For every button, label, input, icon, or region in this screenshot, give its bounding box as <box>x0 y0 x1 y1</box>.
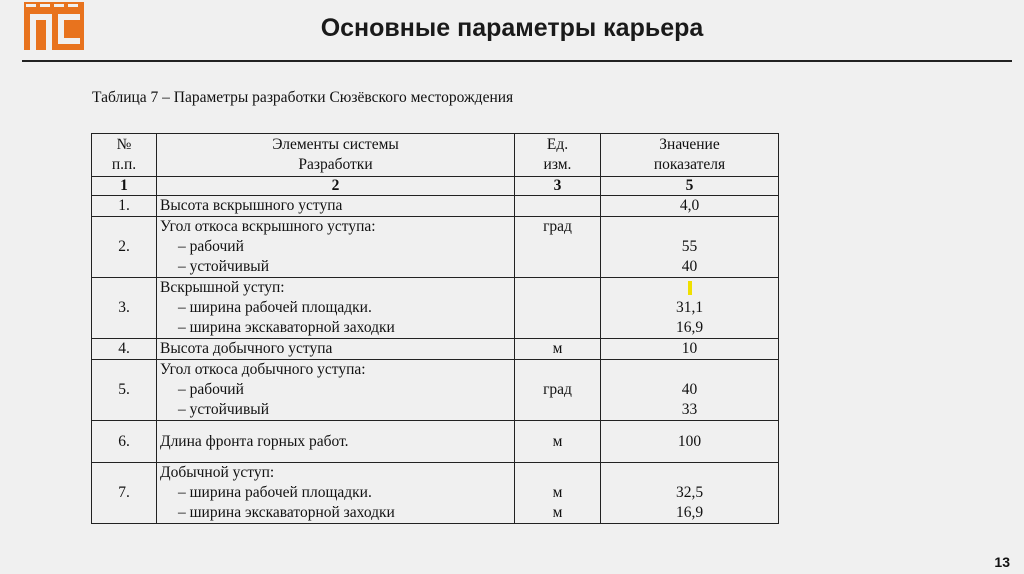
header-unit: Ед. изм. <box>515 134 601 177</box>
value-line <box>601 463 778 483</box>
row-number: 3. <box>92 278 157 339</box>
row-unit <box>515 421 601 463</box>
element-line: – рабочий <box>178 238 244 255</box>
value-line: 16,9 <box>675 319 704 336</box>
value-line: 4,0 <box>679 197 700 214</box>
parameters-table <box>91 133 779 524</box>
table-row <box>92 196 779 217</box>
unit-line <box>515 360 600 380</box>
column-number: 5 <box>601 177 779 196</box>
row-number: 7. <box>92 463 157 524</box>
value-line: 16,9 <box>675 504 704 521</box>
element-line: – устойчивый <box>178 401 269 418</box>
value-line: 10 <box>681 340 698 357</box>
row-element <box>157 196 515 217</box>
row-unit <box>515 217 601 278</box>
element-line: Вскрышной уступ: <box>160 279 285 296</box>
unit-line <box>515 278 600 298</box>
element-line: – ширина рабочей площадки. <box>178 299 372 316</box>
value-line <box>601 360 778 380</box>
column-number: 3 <box>515 177 601 196</box>
unit-line: м <box>552 484 563 501</box>
row-unit <box>515 339 601 360</box>
value-line: 32,5 <box>675 484 704 501</box>
row-value <box>601 421 779 463</box>
unit-line <box>515 298 600 318</box>
table-row <box>92 421 779 463</box>
row-element <box>157 421 515 463</box>
row-element <box>157 360 515 421</box>
row-unit <box>515 360 601 421</box>
value-line: 33 <box>681 401 698 418</box>
header-num: № п.п. <box>92 134 157 177</box>
table-body <box>92 196 779 524</box>
element-line: Добычной уступ: <box>160 464 275 481</box>
page-number: 13 <box>994 554 1010 570</box>
element-line: – рабочий <box>178 381 244 398</box>
header-element: Элементы системы Разработки <box>157 134 515 177</box>
element-line: – ширина рабочей площадки. <box>178 484 372 501</box>
unit-line: м <box>552 432 563 450</box>
table-row <box>92 360 779 421</box>
value-line <box>601 278 778 298</box>
unit-line: м <box>552 340 563 357</box>
column-number: 1 <box>92 177 157 196</box>
value-line: 40 <box>681 381 698 398</box>
element-line: – устойчивый <box>178 258 269 275</box>
element-line: Длина фронта горных работ. <box>160 432 349 450</box>
unit-line <box>515 237 600 257</box>
column-number: 2 <box>157 177 515 196</box>
table-caption: Таблица 7 – Параметры разработки Сюзёвского месторождения <box>92 89 514 106</box>
row-unit <box>515 463 601 524</box>
value-line: 55 <box>681 238 698 255</box>
row-unit <box>515 278 601 339</box>
header-value: Значение показателя <box>601 134 779 177</box>
unit-line <box>515 196 600 216</box>
row-value <box>601 339 779 360</box>
row-value <box>601 196 779 217</box>
row-number: 4. <box>92 339 157 360</box>
element-line: – ширина экскаваторной заходки <box>178 504 395 521</box>
unit-line: град <box>543 381 572 398</box>
element-line: Высота добычного уступа <box>160 340 333 357</box>
table-row <box>92 217 779 278</box>
page-title: Основные параметры карьера <box>320 14 704 42</box>
value-line: 100 <box>677 432 702 450</box>
value-line: 40 <box>681 258 698 275</box>
unit-line <box>515 463 600 483</box>
row-number: 6. <box>92 421 157 463</box>
row-element <box>157 278 515 339</box>
highlight-marker <box>688 281 692 295</box>
row-number: 2. <box>92 217 157 278</box>
table-row <box>92 339 779 360</box>
table-header-row <box>92 134 779 177</box>
unit-line <box>515 318 600 338</box>
element-line: – ширина экскаваторной заходки <box>178 319 395 336</box>
row-element <box>157 463 515 524</box>
row-element <box>157 339 515 360</box>
element-line: Угол откоса добычного уступа: <box>160 361 366 378</box>
unit-line <box>515 400 600 420</box>
row-value <box>601 278 779 339</box>
value-line <box>601 217 778 237</box>
unit-line: м <box>552 504 563 521</box>
row-value <box>601 360 779 421</box>
row-number: 5. <box>92 360 157 421</box>
row-value <box>601 217 779 278</box>
unit-line <box>515 257 600 277</box>
element-line: Высота вскрышного уступа <box>160 197 343 214</box>
column-number-row <box>92 177 779 196</box>
title-divider <box>22 60 1012 62</box>
row-number: 1. <box>92 196 157 217</box>
row-element <box>157 217 515 278</box>
value-line: 31,1 <box>675 299 704 316</box>
element-line: Угол откоса вскрышного уступа: <box>160 218 376 235</box>
row-unit <box>515 196 601 217</box>
unit-line: град <box>543 218 572 235</box>
table-row <box>92 278 779 339</box>
table-row <box>92 463 779 524</box>
row-value <box>601 463 779 524</box>
